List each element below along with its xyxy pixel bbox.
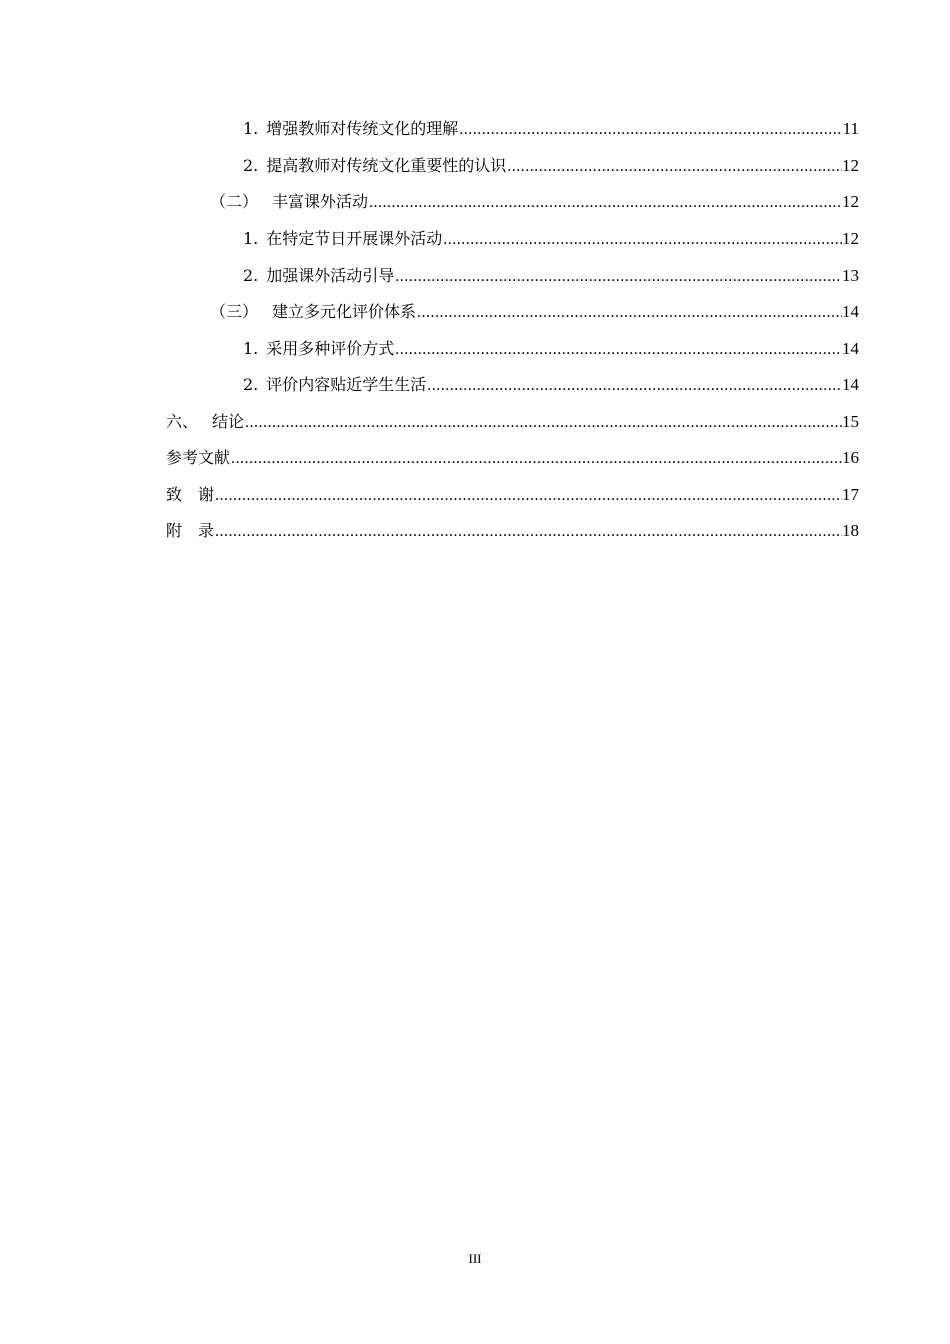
toc-entry-number: 1.	[243, 229, 259, 248]
toc-entry-page: 17	[842, 485, 859, 504]
dot-leader	[427, 374, 842, 398]
toc-entry-page: 12	[842, 229, 859, 248]
page-footer-number: III	[468, 1251, 482, 1266]
dot-leader	[231, 447, 842, 471]
toc-entry-page: 12	[842, 192, 859, 211]
toc-entry-number: 1.	[243, 339, 259, 358]
toc-entry[interactable]	[243, 337, 859, 361]
toc-entry-page: 14	[842, 339, 859, 358]
dot-leader	[459, 118, 842, 142]
toc-entry-page: 15	[842, 412, 859, 431]
toc-entry[interactable]	[210, 190, 859, 214]
dot-leader	[215, 520, 842, 544]
toc-entry-title: 致 谢	[166, 485, 215, 504]
toc-entry-title: 评价内容贴近学生生活	[266, 375, 427, 394]
toc-entry[interactable]	[243, 264, 859, 288]
toc-entry-title: 建立多元化评价体系	[272, 302, 417, 321]
toc-entry-number: （三）	[210, 302, 259, 321]
toc-entry[interactable]	[243, 373, 859, 397]
toc-entry-number: 2.	[243, 266, 259, 285]
toc-entry-title: 参考文献	[166, 448, 231, 467]
toc-entry-number: （二）	[210, 192, 259, 211]
toc-entry-number: 2.	[243, 156, 259, 175]
toc-entry[interactable]	[166, 483, 859, 507]
toc-entry-page: 14	[842, 302, 859, 321]
toc-entry-title: 丰富课外活动	[272, 192, 369, 211]
toc-entry-page: 12	[842, 156, 859, 175]
dot-leader	[395, 338, 842, 362]
dot-leader	[245, 411, 842, 435]
toc-entry-title: 结论	[212, 412, 245, 431]
toc-entry[interactable]	[166, 410, 859, 434]
dot-leader	[395, 265, 842, 289]
toc-entry[interactable]	[210, 300, 859, 324]
toc-entry-page: 16	[842, 448, 859, 467]
toc-entry-title: 加强课外活动引导	[266, 266, 395, 285]
toc-entry[interactable]	[243, 117, 859, 141]
dot-leader	[507, 155, 842, 179]
toc-entry-page: 11	[842, 119, 859, 138]
toc-entry[interactable]	[166, 519, 859, 543]
toc-entry-number: 2.	[243, 375, 259, 394]
dot-leader	[215, 484, 842, 508]
toc-entry-title: 在特定节日开展课外活动	[266, 229, 443, 248]
toc-entry-number: 六、	[166, 412, 199, 431]
toc-entry-page: 18	[842, 521, 859, 540]
toc-entry-page: 14	[842, 375, 859, 394]
toc-entry-page: 13	[842, 266, 859, 285]
toc-entry-title: 提高教师对传统文化重要性的认识	[266, 156, 507, 175]
dot-leader	[369, 191, 842, 215]
toc-entry-number: 1.	[243, 119, 259, 138]
toc-entry[interactable]	[243, 227, 859, 251]
dot-leader	[417, 301, 842, 325]
toc-entry[interactable]	[166, 446, 859, 470]
toc-entry[interactable]	[243, 154, 859, 178]
toc-entry-title: 增强教师对传统文化的理解	[266, 119, 459, 138]
toc-entry-title: 附 录	[166, 521, 215, 540]
toc-entry-title: 采用多种评价方式	[266, 339, 395, 358]
dot-leader	[443, 228, 842, 252]
